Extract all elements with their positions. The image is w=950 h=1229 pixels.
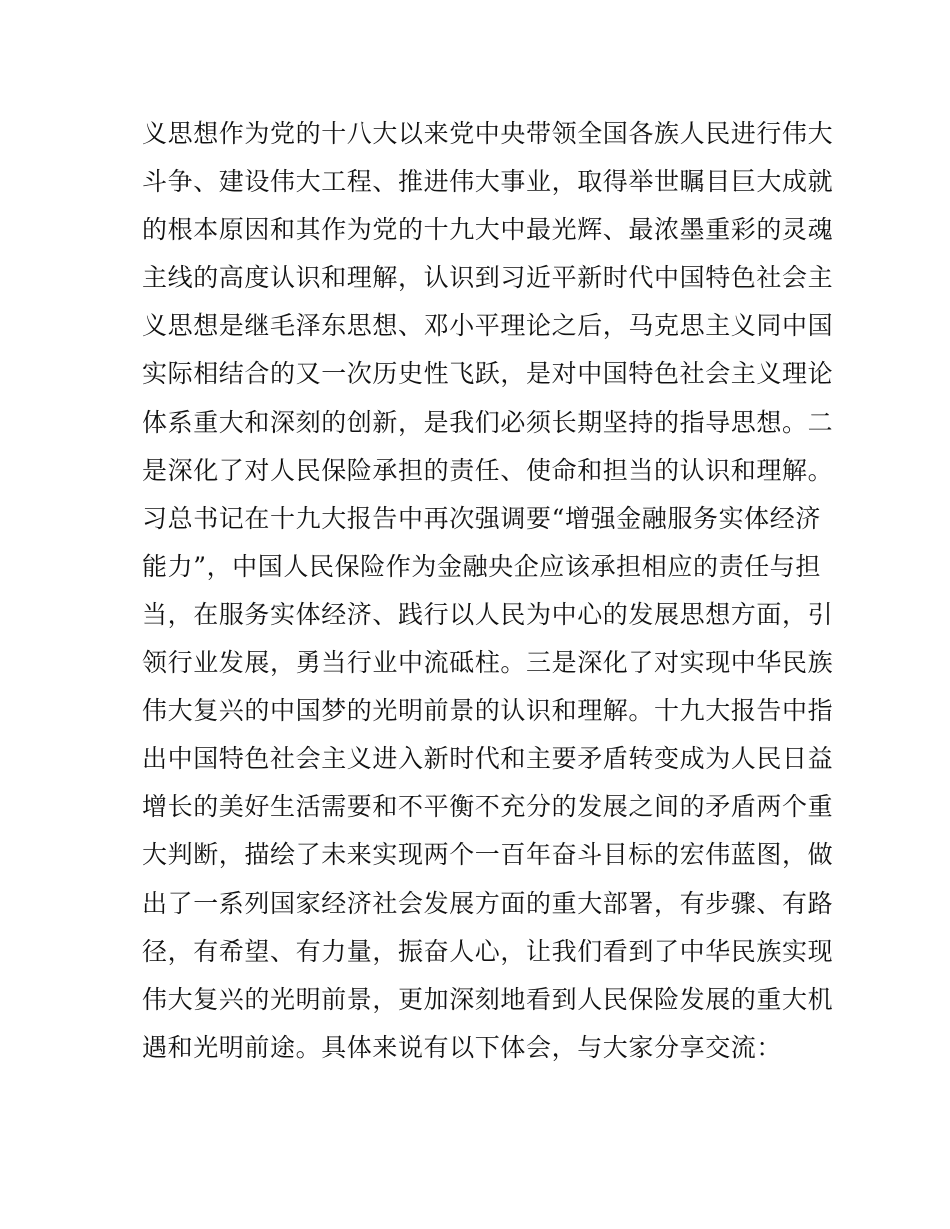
text-line: 体系重大和深刻的创新，是我们必须长期坚持的指导思想。二 bbox=[142, 407, 834, 437]
text-line: 实际相结合的又一次历史性飞跃，是对中国特色社会主义理论 bbox=[142, 359, 834, 389]
text-line: 当，在服务实体经济、践行以人民为中心的发展思想方面，引 bbox=[142, 599, 834, 629]
text-line: 伟大复兴的中国梦的光明前景的认识和理解。十九大报告中指 bbox=[142, 696, 834, 726]
text-line: 义思想作为党的十八大以来党中央带领全国各族人民进行伟大 bbox=[142, 119, 834, 148]
text-line: 径，有希望、有力量，振奋人心，让我们看到了中华民族实现 bbox=[142, 936, 834, 966]
text-line: 大判断，描绘了未来实现两个一百年奋斗目标的宏伟蓝图，做 bbox=[142, 840, 834, 870]
text-line: 伟大复兴的光明前景，更加深刻地看到人民保险发展的重大机 bbox=[142, 984, 834, 1014]
text-line: 领行业发展，勇当行业中流砥柱。三是深化了对实现中华民族 bbox=[142, 648, 834, 678]
body-paragraph bbox=[142, 110, 834, 1072]
text-line: 增长的美好生活需要和不平衡不充分的发展之间的矛盾两个重 bbox=[142, 792, 834, 822]
text-line: 是深化了对人民保险承担的责任、使命和担当的认识和理解。 bbox=[142, 455, 834, 485]
text-line: 出了一系列国家经济社会发展方面的重大部署，有步骤、有路 bbox=[142, 888, 834, 918]
text-line: 斗争、建设伟大工程、推进伟大事业，取得举世瞩目巨大成就 bbox=[142, 167, 834, 197]
text-line: 主线的高度认识和理解，认识到习近平新时代中国特色社会主 bbox=[142, 263, 834, 293]
text-line: 习总书记在十九大报告中再次强调要“增强金融服务实体经济 bbox=[142, 503, 821, 533]
text-line: 遇和光明前途。具体来说有以下体会，与大家分享交流： bbox=[142, 1032, 783, 1062]
text-line: 的根本原因和其作为党的十九大中最光辉、最浓墨重彩的灵魂 bbox=[142, 215, 834, 245]
text-line: 义思想是继毛泽东思想、邓小平理论之后，马克思主义同中国 bbox=[142, 311, 834, 341]
text-line: 出中国特色社会主义进入新时代和主要矛盾转变成为人民日益 bbox=[142, 744, 834, 774]
text-line: 能力”，中国人民保险作为金融央企应该承担相应的责任与担 bbox=[142, 551, 821, 581]
